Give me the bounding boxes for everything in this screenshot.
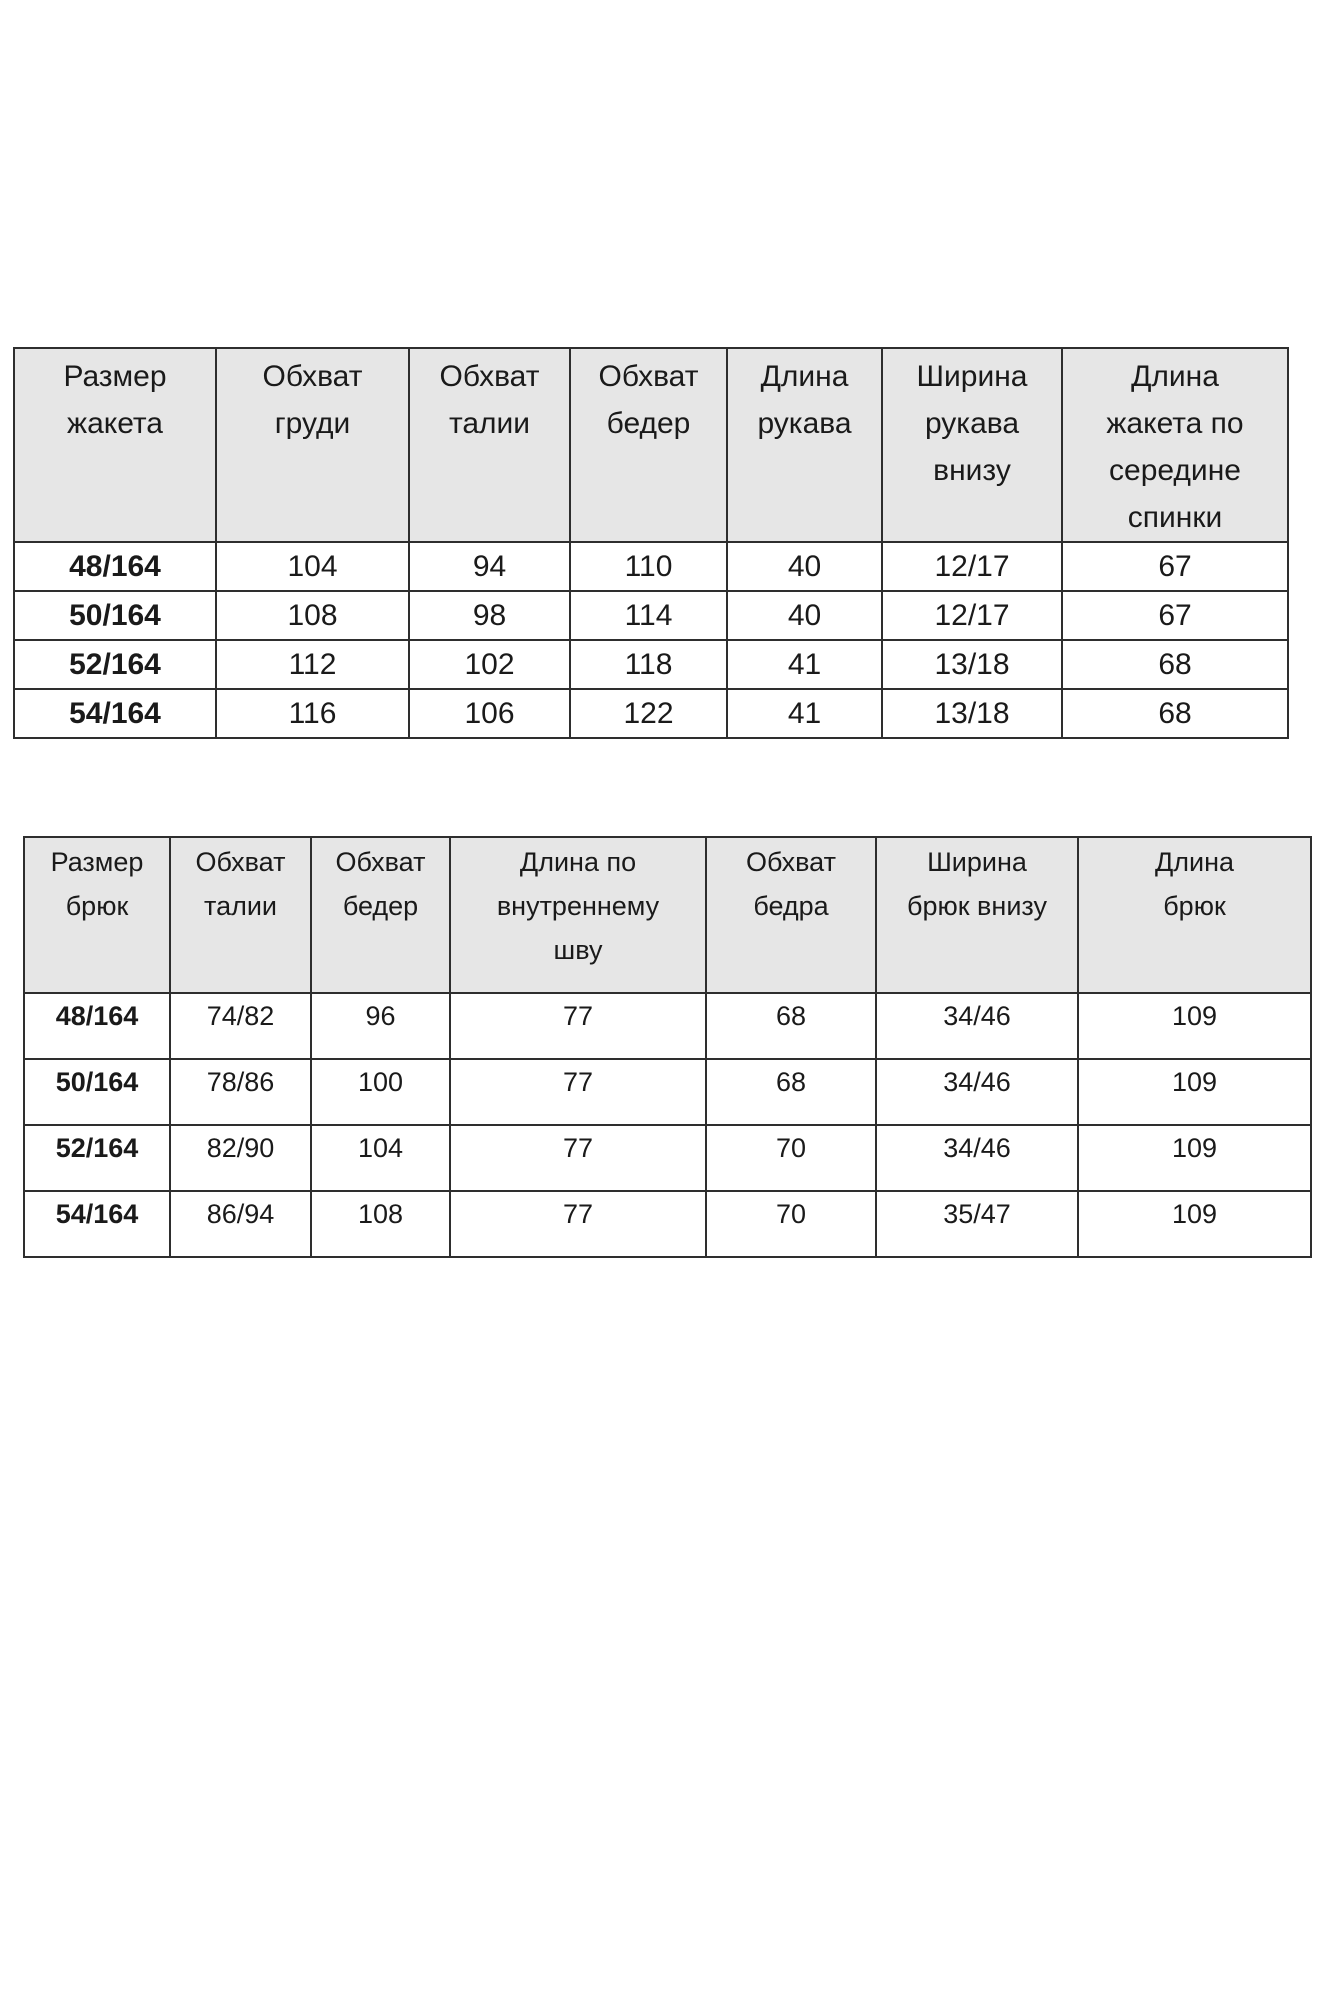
- header-cell: Длина брюк: [1078, 837, 1311, 993]
- value-cell: 112: [216, 640, 409, 689]
- value-cell: 116: [216, 689, 409, 738]
- jacket-table-body: [14, 542, 1288, 738]
- value-cell: 67: [1062, 542, 1288, 591]
- value-cell: 13/18: [882, 689, 1062, 738]
- trousers-table-body: [24, 993, 1311, 1257]
- header-cell: Обхват талии: [409, 348, 570, 542]
- value-cell: 34/46: [876, 1125, 1078, 1191]
- value-cell: 106: [409, 689, 570, 738]
- header-cell: Размер брюк: [24, 837, 170, 993]
- value-cell: 68: [706, 993, 876, 1059]
- header-row: [14, 348, 1288, 542]
- value-cell: 94: [409, 542, 570, 591]
- value-cell: 34/46: [876, 1059, 1078, 1125]
- value-cell: 100: [311, 1059, 450, 1125]
- value-cell: 77: [450, 1059, 706, 1125]
- trousers-size-table: [23, 836, 1312, 1258]
- table-row: [24, 993, 1311, 1059]
- value-cell: 70: [706, 1125, 876, 1191]
- header-cell: Ширина брюк внизу: [876, 837, 1078, 993]
- size-cell: 52/164: [14, 640, 216, 689]
- value-cell: 68: [1062, 689, 1288, 738]
- value-cell: 109: [1078, 1191, 1311, 1257]
- value-cell: 40: [727, 542, 882, 591]
- value-cell: 41: [727, 689, 882, 738]
- value-cell: 122: [570, 689, 727, 738]
- value-cell: 77: [450, 993, 706, 1059]
- jacket-table-header: [14, 348, 1288, 542]
- value-cell: 104: [216, 542, 409, 591]
- value-cell: 96: [311, 993, 450, 1059]
- size-cell: 50/164: [14, 591, 216, 640]
- header-cell: Обхват бедер: [570, 348, 727, 542]
- table-row: [24, 1191, 1311, 1257]
- size-cell: 48/164: [14, 542, 216, 591]
- jacket-size-table: [13, 347, 1289, 739]
- value-cell: 68: [1062, 640, 1288, 689]
- table-row: [14, 591, 1288, 640]
- header-cell: Обхват груди: [216, 348, 409, 542]
- value-cell: 78/86: [170, 1059, 311, 1125]
- trousers-table-header: [24, 837, 1311, 993]
- value-cell: 12/17: [882, 591, 1062, 640]
- value-cell: 102: [409, 640, 570, 689]
- value-cell: 68: [706, 1059, 876, 1125]
- header-cell: Длина жакета по середине спинки: [1062, 348, 1288, 542]
- value-cell: 109: [1078, 1059, 1311, 1125]
- size-cell: 48/164: [24, 993, 170, 1059]
- header-cell: Размер жакета: [14, 348, 216, 542]
- header-cell: Обхват талии: [170, 837, 311, 993]
- value-cell: 114: [570, 591, 727, 640]
- value-cell: 41: [727, 640, 882, 689]
- value-cell: 109: [1078, 1125, 1311, 1191]
- header-cell: Обхват бедер: [311, 837, 450, 993]
- value-cell: 77: [450, 1125, 706, 1191]
- header-cell: Ширина рукава внизу: [882, 348, 1062, 542]
- header-row: [24, 837, 1311, 993]
- value-cell: 35/47: [876, 1191, 1078, 1257]
- value-cell: 82/90: [170, 1125, 311, 1191]
- table-row: [14, 542, 1288, 591]
- table-row: [14, 689, 1288, 738]
- value-cell: 118: [570, 640, 727, 689]
- size-cell: 54/164: [24, 1191, 170, 1257]
- value-cell: 104: [311, 1125, 450, 1191]
- value-cell: 108: [216, 591, 409, 640]
- size-cell: 50/164: [24, 1059, 170, 1125]
- value-cell: 110: [570, 542, 727, 591]
- value-cell: 12/17: [882, 542, 1062, 591]
- size-cell: 54/164: [14, 689, 216, 738]
- value-cell: 74/82: [170, 993, 311, 1059]
- header-cell: Длина рукава: [727, 348, 882, 542]
- header-cell: Обхват бедра: [706, 837, 876, 993]
- value-cell: 77: [450, 1191, 706, 1257]
- value-cell: 13/18: [882, 640, 1062, 689]
- value-cell: 86/94: [170, 1191, 311, 1257]
- value-cell: 98: [409, 591, 570, 640]
- value-cell: 34/46: [876, 993, 1078, 1059]
- header-cell: Длина по внутреннему шву: [450, 837, 706, 993]
- table-row: [24, 1059, 1311, 1125]
- table-row: [24, 1125, 1311, 1191]
- value-cell: 109: [1078, 993, 1311, 1059]
- size-cell: 52/164: [24, 1125, 170, 1191]
- value-cell: 70: [706, 1191, 876, 1257]
- value-cell: 40: [727, 591, 882, 640]
- table-row: [14, 640, 1288, 689]
- value-cell: 67: [1062, 591, 1288, 640]
- value-cell: 108: [311, 1191, 450, 1257]
